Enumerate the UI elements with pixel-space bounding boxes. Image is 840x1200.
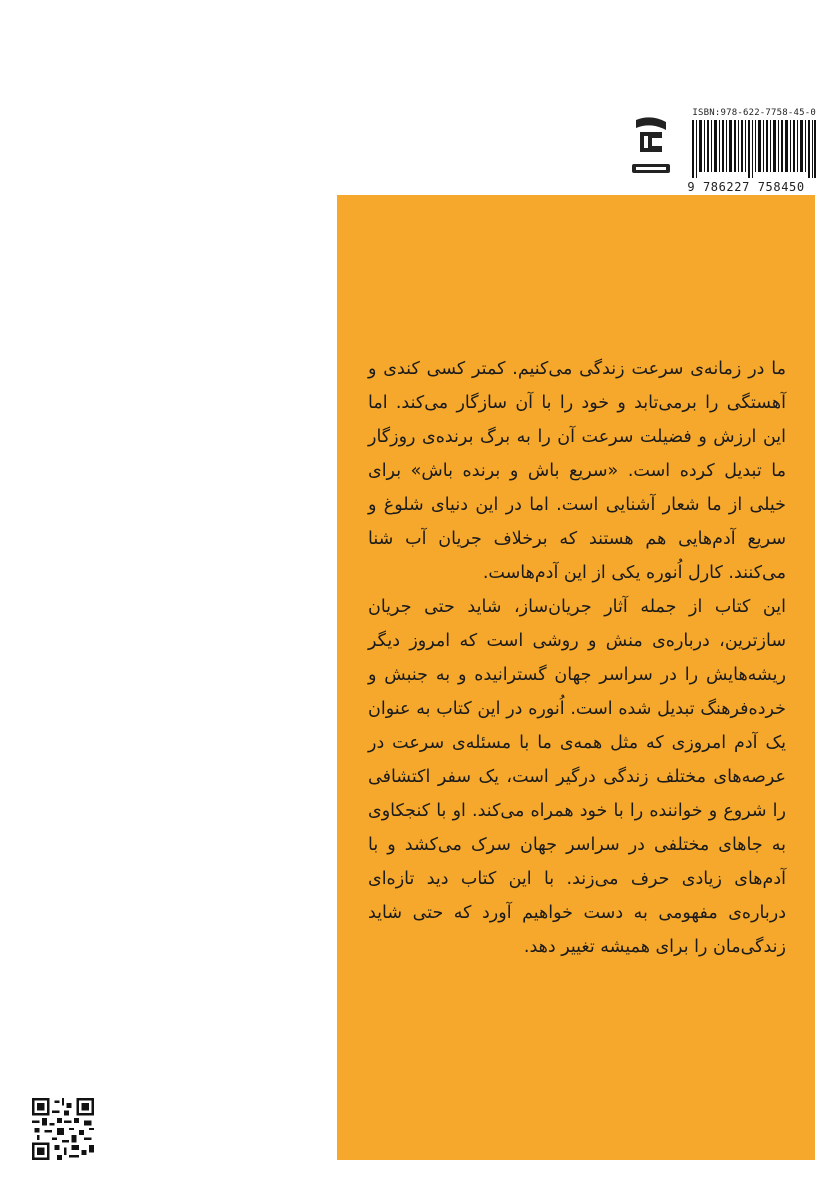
blurb-paragraph-2: این کتاب از جمله آثار جریان‌ساز، شاید حتی جریان سازترین، درباره‌ی منش و روشی است که امروز دیگر ریشه‌هایش را در سراسر جهان گسترانیده و به جنبش و خرده‌فرهنگ تبدیل شده است. اُنوره در این کتاب به عنوان یک آدم امروزی که مثل همه‌ی ما با مسئله‌ی سرعت در عرصه‌های مختلف زندگی درگیر است، یک سفر اکتشافی را شروع و خواننده را با خود همراه می‌کند. او با کنجکاوی به جاهای مختلفی در سراسر جهان سرک می‌کشد و با آدم‌های زیادی حرف می‌زند. با این کتاب دید تازه‌ای درباره‌ی مفهومی به دست خواهیم آورد که حتی شاید زندگی‌مان را برای همیشه تغییر دهد. <box>368 597 786 957</box>
publisher-logo-icon <box>630 116 672 176</box>
barcode-number: 9 786227 758450 <box>687 180 805 194</box>
blurb-paragraph-1: ما در زمانه‌ی سرعت زندگی می‌کنیم. کمتر کسی کندی و آهستگی را برمی‌تابد و خود را با آن سازگار می‌کند. اما این ارزش و فضیلت سرعت آن را به برگ برنده‌ی روزگار ما تبدیل کرده است. «سریع باش و برنده باش» برای خیلی از ما شعار آشنایی است. اما در این دنیای شلوغ و سریع آدم‌هایی هم هستند که برخلاف جریان آب شنا می‌کنند. کارل اُنوره یکی از این آدم‌هاست. <box>368 359 786 583</box>
isbn-label: ISBN:978-622-7758-45-0 <box>692 108 816 118</box>
back-cover-blurb <box>368 352 786 964</box>
qr-code-icon <box>32 1098 94 1160</box>
barcode-icon <box>692 120 816 178</box>
